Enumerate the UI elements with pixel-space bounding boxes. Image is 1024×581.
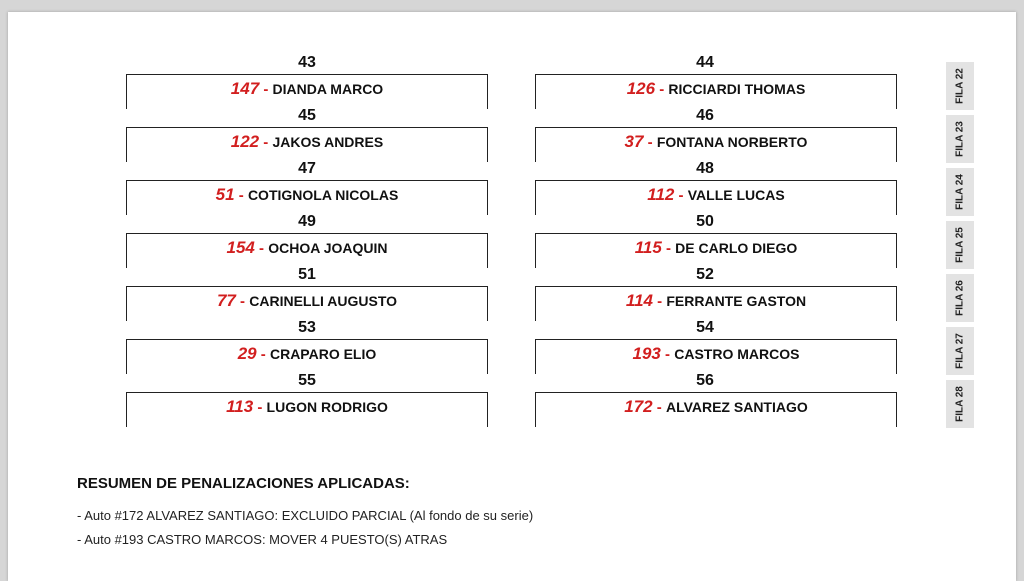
driver-name: CASTRO MARCOS — [674, 346, 800, 362]
car-number: 193 — [632, 344, 661, 363]
row-label-tab — [946, 168, 974, 220]
driver-name: VALLE LUCAS — [687, 187, 785, 203]
row-label: FILA 22 — [954, 68, 966, 104]
grid-slot — [126, 233, 488, 268]
car-number: 37 — [624, 132, 644, 151]
driver-name: DE CARLO DIEGO — [675, 240, 798, 256]
driver-entry — [536, 291, 896, 311]
grid-slot — [535, 127, 897, 162]
driver-entry — [536, 132, 896, 152]
driver-entry — [127, 185, 487, 205]
driver-entry — [536, 238, 896, 258]
separator-dash: - — [235, 293, 250, 310]
driver-name: ALVAREZ SANTIAGO — [665, 399, 808, 415]
row-label: FILA 28 — [954, 386, 966, 422]
grid-slot — [535, 392, 897, 427]
separator-dash: - — [652, 399, 666, 416]
grid-position-number: 55 — [298, 372, 316, 389]
grid-position-number: 43 — [298, 54, 316, 71]
car-number: 112 — [647, 185, 675, 204]
driver-name: COTIGNOLA NICOLAS — [247, 187, 399, 203]
separator-dash: - — [660, 346, 675, 363]
car-number: 77 — [216, 291, 236, 310]
grid-position-number: 49 — [298, 213, 316, 230]
car-number: 172 — [624, 397, 653, 416]
car-number: 51 — [215, 185, 235, 204]
separator-dash: - — [653, 293, 667, 310]
grid-slot — [535, 286, 897, 321]
driver-name: RICCIARDI THOMAS — [668, 81, 806, 97]
driver-entry — [127, 344, 487, 364]
separator-dash: - — [643, 134, 657, 151]
grid-position-number: 53 — [298, 319, 316, 336]
driver-entry — [536, 344, 896, 364]
row-label-tab — [946, 327, 974, 379]
penalty-line: - Auto #172 ALVAREZ SANTIAGO: EXCLUIDO PARCIAL (Al fondo de su serie) — [77, 508, 534, 523]
grid-position-number: 52 — [696, 266, 714, 283]
grid-slot — [126, 180, 488, 215]
row-label: FILA 23 — [954, 121, 966, 157]
separator-dash: - — [259, 134, 273, 151]
row-label: FILA 25 — [954, 227, 966, 263]
separator-dash: - — [655, 81, 669, 98]
grid-position-number: 47 — [298, 160, 316, 177]
grid-slot — [126, 286, 488, 321]
separator-dash: - — [256, 346, 270, 363]
driver-name: FERRANTE GASTON — [666, 293, 807, 309]
row-label-tab — [946, 380, 974, 432]
row-label: FILA 24 — [954, 174, 966, 210]
driver-name: OCHOA JOAQUIN — [268, 240, 388, 256]
grid-position-number: 51 — [298, 266, 316, 283]
car-number: 154 — [226, 238, 255, 257]
separator-dash: - — [674, 187, 688, 204]
car-number: 113 — [226, 397, 254, 416]
driver-entry — [536, 185, 896, 205]
grid-position-number: 50 — [696, 213, 714, 230]
row-label-tab — [946, 62, 974, 114]
driver-entry — [127, 79, 487, 99]
summary-title: RESUMEN DE PENALIZACIONES APLICADAS: — [77, 475, 410, 492]
row-label: FILA 27 — [954, 333, 966, 369]
document-page — [8, 12, 1016, 581]
grid-position-number: 54 — [696, 319, 714, 336]
driver-name: LUGON RODRIGO — [266, 399, 388, 415]
driver-name: JAKOS ANDRES — [272, 134, 384, 150]
driver-name: DIANDA MARCO — [272, 81, 384, 97]
driver-entry — [536, 79, 896, 99]
grid-position-number: 44 — [696, 54, 714, 71]
row-label-tab — [946, 274, 974, 326]
car-number: 122 — [230, 132, 260, 151]
row-label: FILA 26 — [954, 280, 966, 316]
driver-name: CARINELLI AUGUSTO — [249, 293, 398, 309]
separator-dash: - — [259, 81, 273, 98]
grid-slot — [126, 392, 488, 427]
penalty-line: - Auto #193 CASTRO MARCOS: MOVER 4 PUESTO(S) ATRAS — [77, 532, 448, 547]
driver-name: FONTANA NORBERTO — [656, 134, 808, 150]
grid-position-number: 56 — [696, 372, 714, 389]
grid-slot — [535, 74, 897, 109]
row-label-tab — [946, 115, 974, 167]
grid-position-number: 45 — [298, 107, 316, 124]
grid-slot — [126, 74, 488, 109]
driver-entry — [127, 238, 487, 258]
driver-entry — [127, 132, 487, 152]
car-number: 126 — [626, 79, 656, 98]
grid-position-number: 48 — [696, 160, 714, 177]
grid-position-number: 46 — [696, 107, 714, 124]
grid-slot — [126, 339, 488, 374]
separator-dash: - — [254, 240, 269, 257]
separator-dash: - — [661, 240, 676, 257]
grid-slot — [535, 233, 897, 268]
separator-dash: - — [234, 187, 248, 204]
driver-entry — [127, 291, 487, 311]
car-number: 114 — [625, 291, 653, 310]
grid-slot — [126, 127, 488, 162]
car-number: 147 — [230, 79, 260, 98]
grid-slot — [535, 339, 897, 374]
grid-slot — [535, 180, 897, 215]
driver-entry — [127, 397, 487, 417]
driver-name: CRAPARO ELIO — [269, 346, 377, 362]
car-number: 29 — [237, 344, 257, 363]
row-label-tab — [946, 221, 974, 273]
driver-entry — [536, 397, 896, 417]
car-number: 115 — [634, 238, 662, 257]
separator-dash: - — [253, 399, 267, 416]
